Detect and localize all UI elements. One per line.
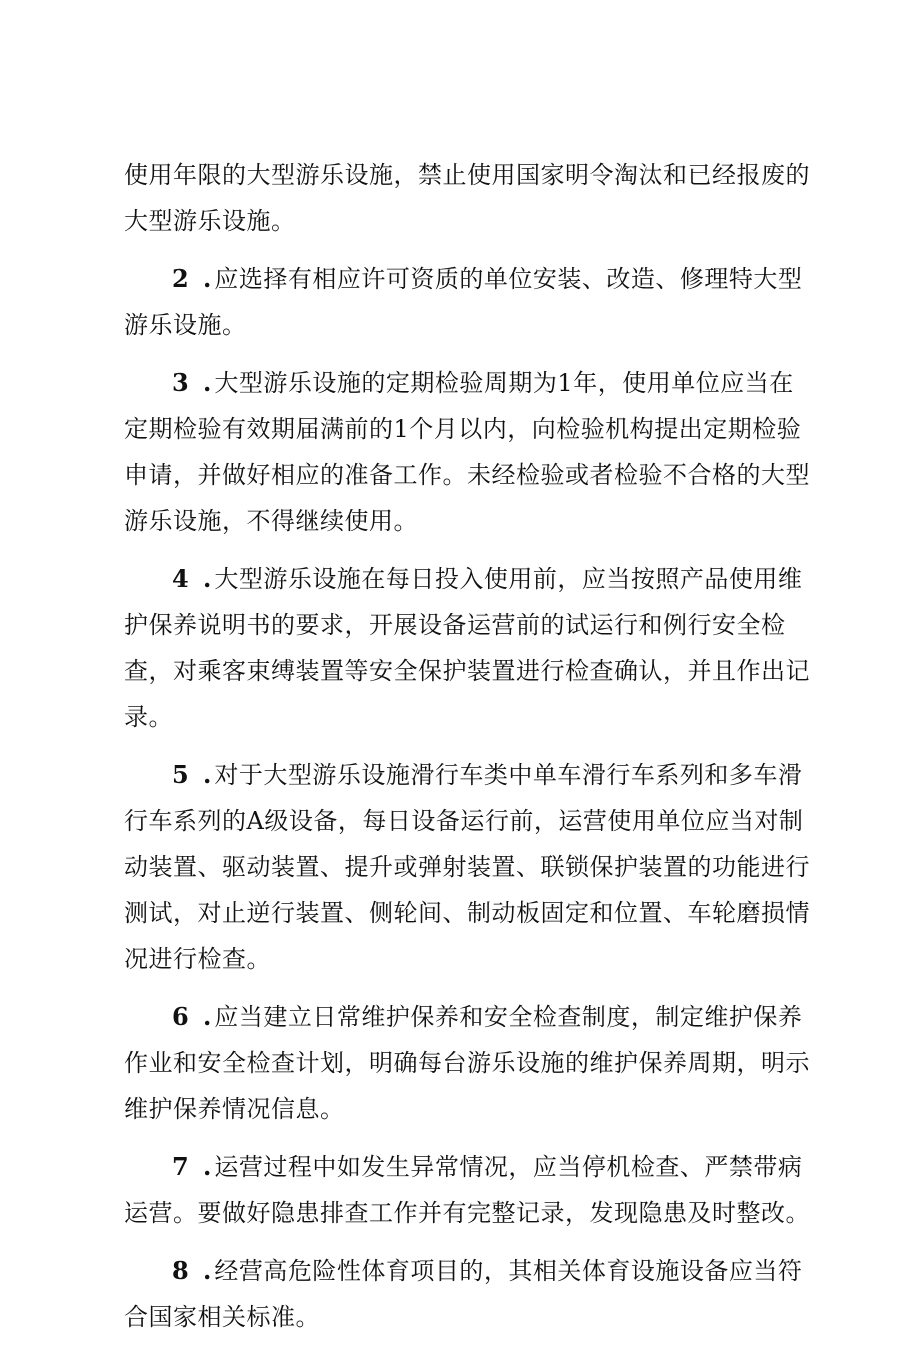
item-text: 应当建立日常维护保养和安全检查制度，制定维护保养作业和安全检查计划，明确每台游乐设施的维护保养周期，明示维护保养情况信息。	[124, 1003, 810, 1123]
list-item	[124, 1144, 814, 1236]
item-text: 大型游乐设施在每日投入使用前，应当按照产品使用维护保养说明书的要求，开展设备运营前的试运行和例行安全检查，对乘客束缚装置等安全保护装置进行检查确认，并且作出记录。	[124, 565, 810, 731]
list-item	[124, 556, 814, 740]
list-item	[124, 360, 814, 544]
item-number: 6 .	[172, 1002, 215, 1031]
item-text: 运营过程中如发生异常情况，应当停机检查、严禁带病运营。要做好隐患排查工作并有完整记录，发现隐患及时整改。	[124, 1153, 810, 1227]
item-number: 4 .	[172, 564, 215, 593]
list-item	[124, 256, 814, 348]
item-number: 8 .	[172, 1256, 215, 1285]
item-number: 2 .	[172, 264, 215, 293]
item-number: 7 .	[172, 1152, 215, 1181]
document-body	[124, 152, 814, 1352]
list-item	[124, 1248, 814, 1340]
item-text: 应选择有相应许可资质的单位安装、改造、修理特大型游乐设施。	[124, 265, 803, 339]
item-text: 经营高危险性体育项目的，其相关体育设施设备应当符合国家相关标准。	[124, 1257, 803, 1331]
item-text: 大型游乐设施的定期检验周期为1年，使用单位应当在定期检验有效期届满前的1个月以内，向检验机构提出定期检验申请，并做好相应的准备工作。未经检验或者检验不合格的大型游乐设施，不得继续使用。	[124, 369, 810, 535]
item-number: 5 .	[172, 760, 215, 789]
item-number: 3 .	[172, 368, 215, 397]
item-text: 对于大型游乐设施滑行车类中单车滑行车系列和多车滑行车系列的A级设备，每日设备运行前，运营使用单位应当对制动装置、驱动装置、提升或弹射装置、联锁保护装置的功能进行测试，对止逆行装置、侧轮间、制动板固定和位置、车轮磨损情况进行检查。	[124, 761, 810, 973]
continuation-paragraph: 使用年限的大型游乐设施，禁止使用国家明令淘汰和已经报废的大型游乐设施。	[124, 161, 810, 235]
list-item	[124, 752, 814, 982]
list-item	[124, 994, 814, 1132]
